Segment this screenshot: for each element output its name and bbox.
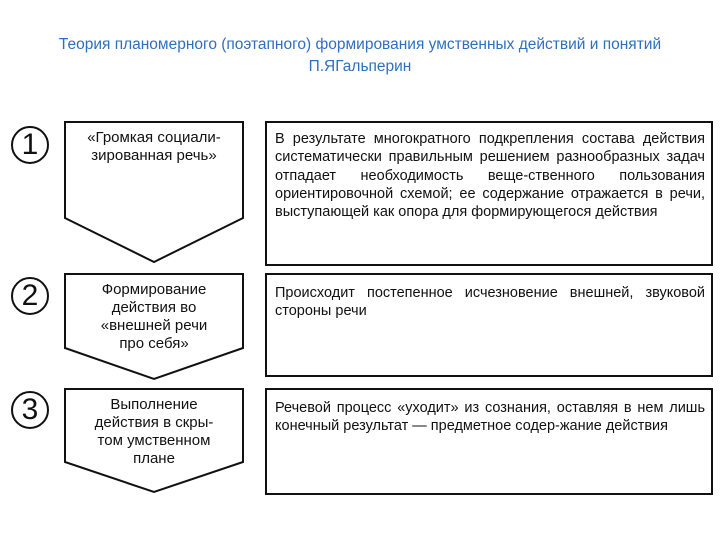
stage-1-number: 1	[21, 128, 39, 161]
stage-1-description: В результате многократного подкрепления состава действия систематически правильным решением разнообразных задач отпадает необходимость веще-ственного пользования ориентировочной схемой; ее содержание отражается в речи, выступающей как опора для формирующегося действия	[275, 131, 705, 221]
title-line-2: П.ЯГальперин	[308, 58, 412, 75]
stage-3-number: 3	[21, 393, 39, 426]
stage-2-description: Происходит постепенное исчезновение внешней, звуковой стороны речи	[275, 285, 705, 320]
title-line-1: Теория планомерного (поэтапного) формирования умственных действий и понятий	[58, 36, 662, 53]
stage-3-label: Выполнение действия в скры- том умственном плане	[94, 396, 214, 467]
stage-1-label: «Громкая социали- зированная речь»	[87, 129, 221, 164]
stage-3-description: Речевой процесс «уходит» из сознания, оставляя в нем лишь конечный результат — предметное содер-жание действия	[275, 400, 705, 435]
stage-2-label: Формирование действия во «внешней речи про себя»	[100, 281, 208, 352]
stage-2-number: 2	[21, 279, 39, 312]
